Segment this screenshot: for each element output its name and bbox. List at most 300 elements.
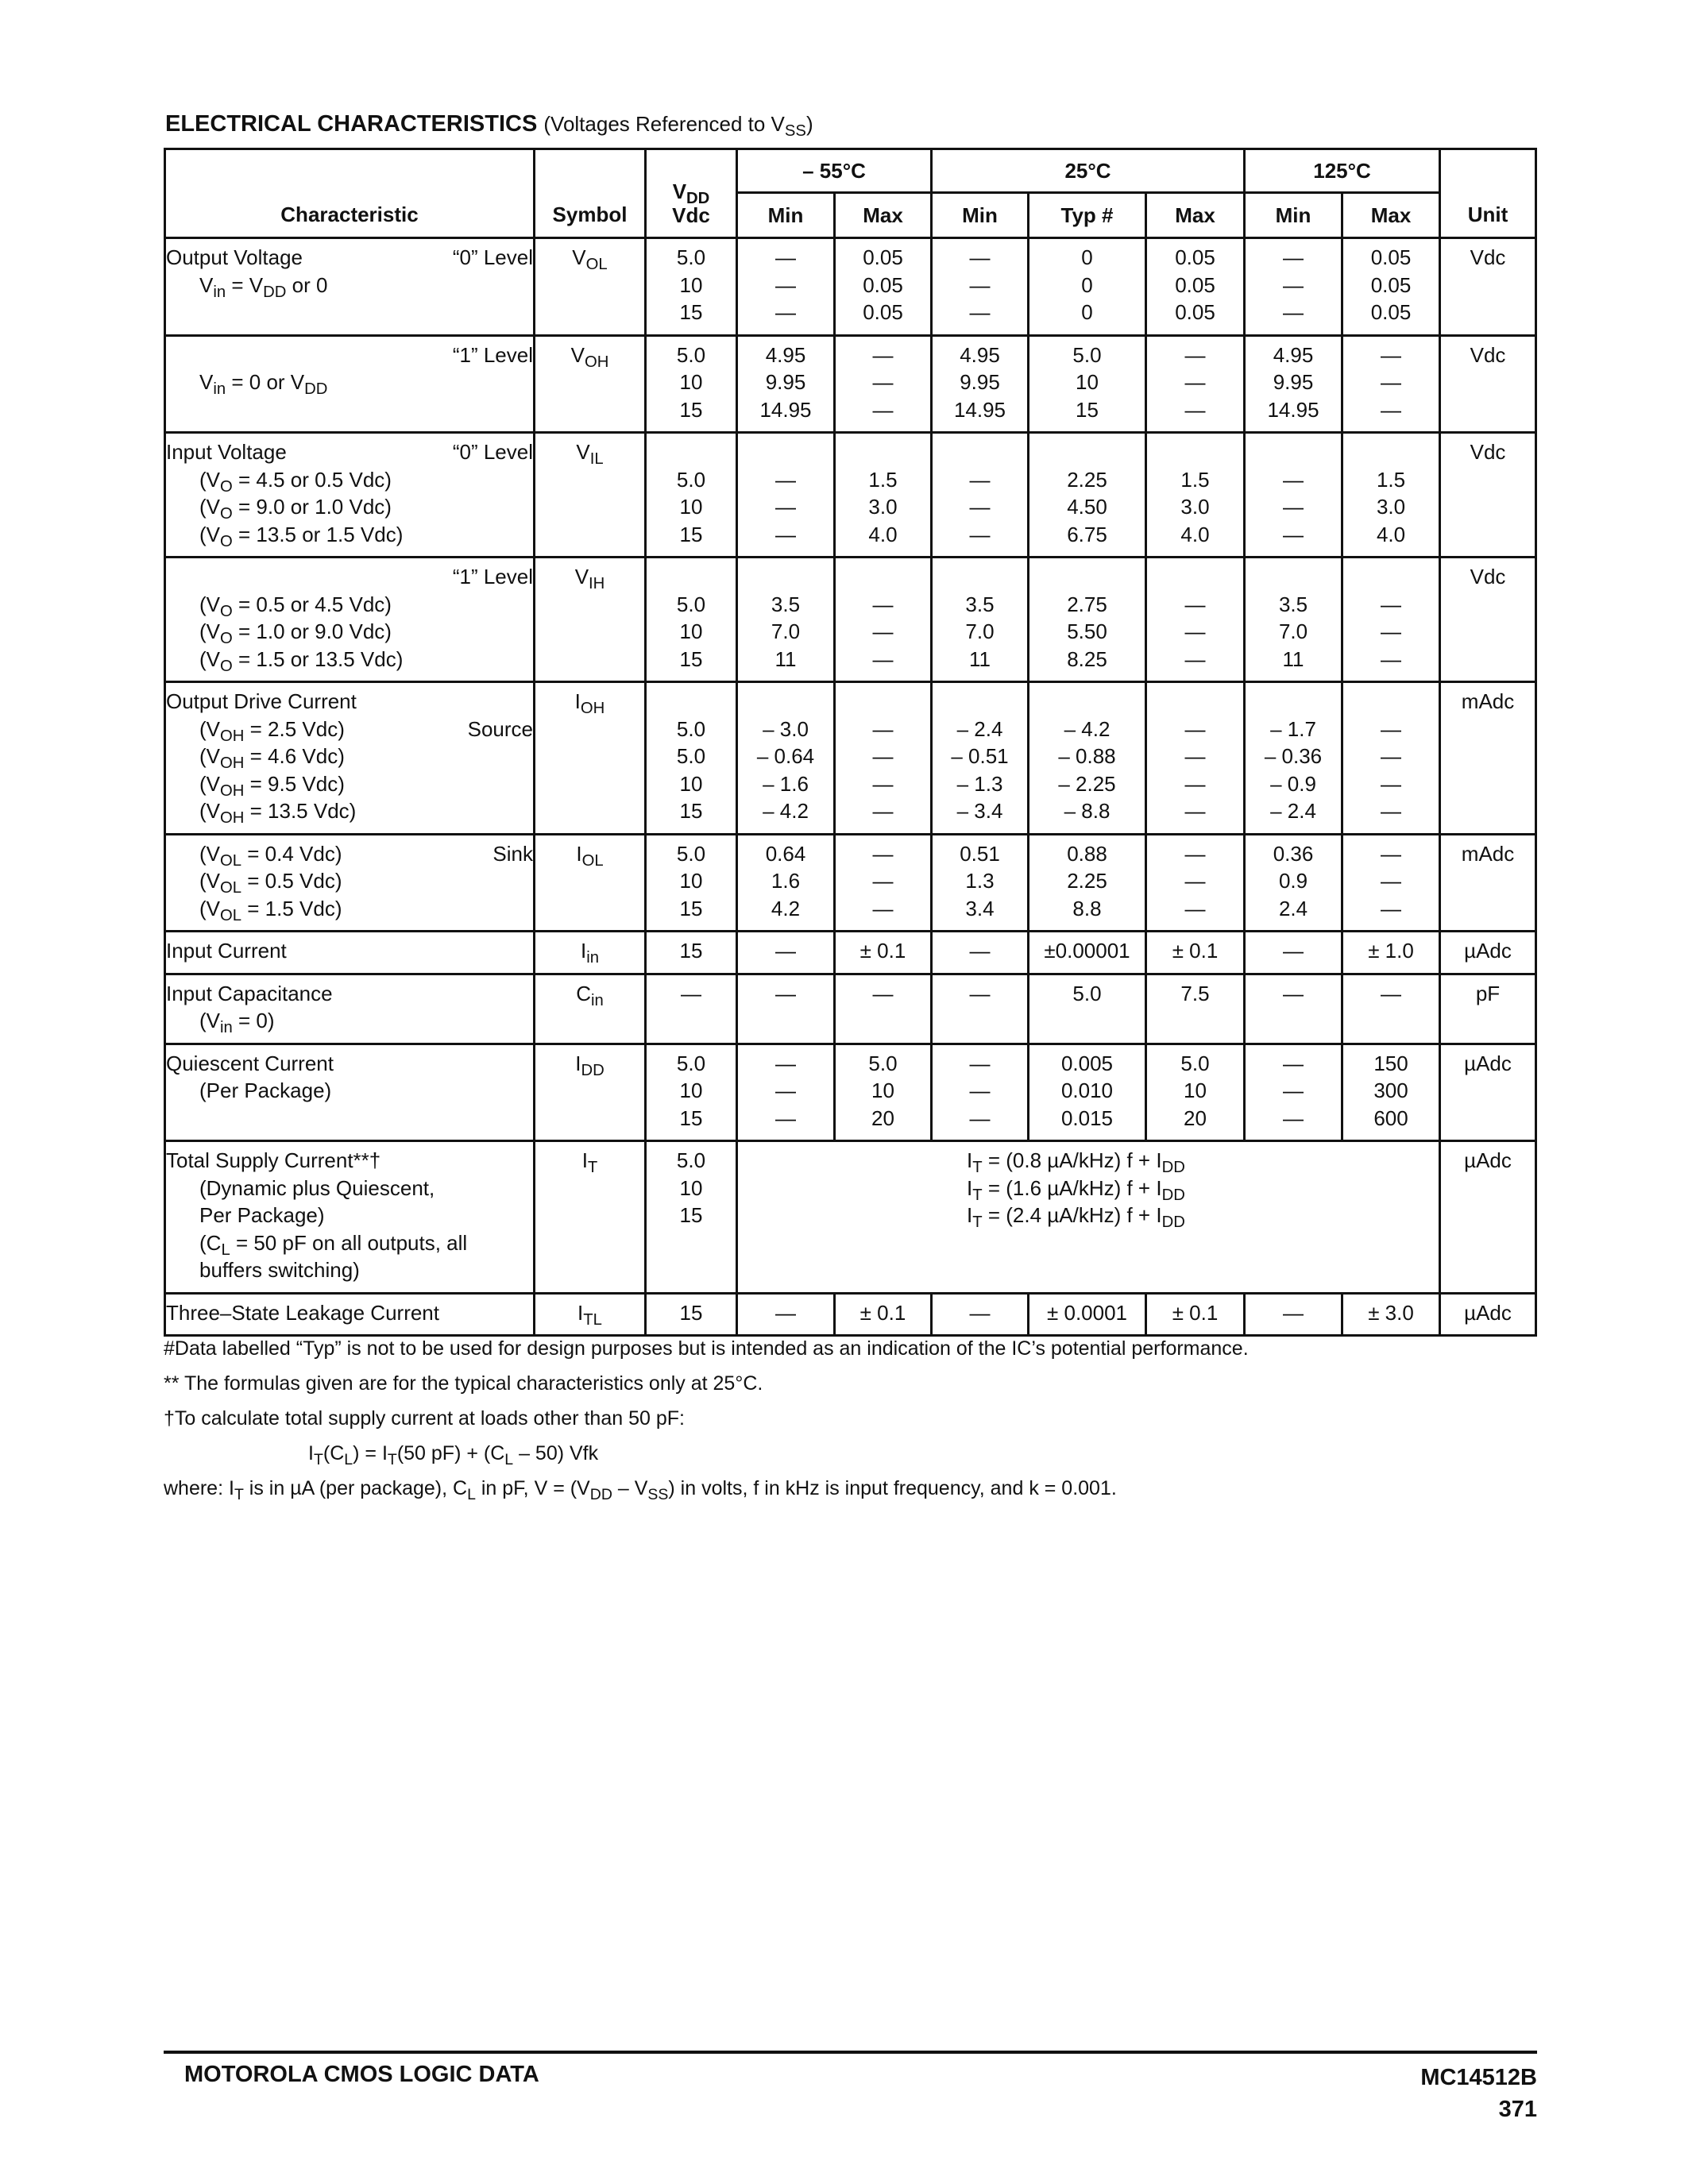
symbol [535, 438, 644, 469]
header-symbol: Symbol [535, 149, 646, 238]
cond-sub: OL [220, 851, 242, 870]
value: — [775, 1300, 796, 1325]
char-label: Quiescent Current [166, 1051, 334, 1075]
heading-note-prefix: (Voltages Referenced to V [543, 112, 785, 136]
cell-unit [1440, 974, 1536, 1044]
value: 3.0 [868, 495, 898, 519]
value: — [1381, 841, 1402, 866]
value: 11 [774, 646, 797, 671]
symbol-main: I [576, 841, 582, 866]
cond-text: (V [199, 495, 220, 519]
value: — [969, 1300, 991, 1325]
value: – 1.6 [763, 771, 809, 796]
cond-text: = V [226, 272, 264, 297]
cond-text: = 1.0 or 9.0 Vdc) [232, 619, 392, 643]
cell-characteristic [165, 1044, 535, 1141]
value: — [1283, 1078, 1304, 1102]
cell-t25-min [932, 1293, 1029, 1336]
value: mAdc [1461, 841, 1515, 866]
value: 0.005 [1060, 1051, 1114, 1075]
value: — [681, 981, 701, 1005]
value: 5.0 [676, 716, 706, 741]
value: — [1184, 869, 1206, 893]
cond-text: = 0.5 Vdc) [241, 869, 342, 893]
cell-m55-max [835, 932, 932, 974]
value: — [872, 370, 894, 394]
char-label: Input Current [166, 939, 287, 963]
cell-t25-min [932, 335, 1029, 433]
char-condition [166, 895, 533, 923]
cond-sub: DD [263, 283, 287, 301]
cond-text: = 1.5 Vdc) [241, 896, 342, 920]
cond-text: = 1.5 or 13.5 Vdc) [232, 646, 404, 671]
cond-text: = 0 or V [226, 370, 305, 394]
cell-m55-min [737, 335, 835, 433]
value: — [872, 619, 894, 643]
value: — [872, 771, 894, 796]
eq-text: ) = I [353, 1442, 388, 1464]
heading-note-sub: SS [784, 122, 806, 141]
cond-text: (V [199, 744, 220, 768]
value: 0.05 [863, 245, 903, 269]
header-typ: Typ # [1029, 193, 1146, 238]
cell-unit [1440, 558, 1536, 682]
value: – 3.4 [956, 799, 1003, 823]
cell-unit [1440, 834, 1536, 932]
value: 9.95 [960, 370, 1000, 394]
symbol-sub: DD [581, 1061, 605, 1079]
cell-t125-max [1342, 433, 1440, 558]
value: 10 [1076, 370, 1099, 394]
value: 11 [969, 646, 991, 671]
value: 14.95 [953, 397, 1006, 422]
char-condition [166, 867, 533, 895]
value: 15 [679, 522, 703, 546]
value: 4.50 [1067, 495, 1107, 519]
value: — [1381, 619, 1402, 643]
value: — [1184, 771, 1206, 796]
value: 5.0 [676, 467, 706, 492]
value: — [1184, 619, 1206, 643]
symbol-sub: in [591, 991, 604, 1009]
eq-text: (50 pF) + (C [396, 1442, 505, 1464]
value: Vdc [1470, 245, 1506, 269]
value: 1.5 [1376, 467, 1406, 492]
value: – 0.64 [756, 744, 815, 768]
value: 0.015 [1060, 1106, 1114, 1130]
value: mAdc [1461, 689, 1515, 713]
cell-t25-max [1146, 1044, 1245, 1141]
electrical-characteristics-table [164, 148, 1537, 1337]
cond-text: = 13.5 Vdc) [244, 799, 357, 823]
value: ± 0.1 [859, 1300, 906, 1325]
table-row-voh [165, 335, 1536, 433]
value: — [1184, 716, 1206, 741]
symbol-sub: T [587, 1159, 598, 1177]
note-where [164, 1471, 1538, 1506]
char-condition [166, 521, 533, 549]
cell-t25-typ [1029, 1293, 1146, 1336]
cond-text: (V [199, 896, 220, 920]
cell-m55-max [835, 834, 932, 932]
value: 9.95 [1273, 370, 1314, 394]
formula-sub: DD [1161, 1214, 1185, 1232]
value: – 1.3 [956, 771, 1003, 796]
value: — [1381, 799, 1402, 823]
cell-t125-max [1342, 558, 1440, 682]
cell-t125-max [1342, 974, 1440, 1044]
value: ± 0.0001 [1046, 1300, 1128, 1325]
cell-t25-max [1146, 974, 1245, 1044]
value: — [969, 467, 991, 492]
symbol-sub: OL [585, 256, 608, 274]
value: 10 [679, 1078, 703, 1102]
value: – 4.2 [763, 799, 809, 823]
char-condition [166, 1007, 533, 1035]
value: 0.05 [1370, 245, 1412, 269]
char-condition [166, 716, 533, 743]
value: — [1283, 981, 1304, 1005]
table-row-ioh [165, 682, 1536, 835]
value: — [969, 1078, 991, 1102]
header-vdd-v: V [672, 179, 687, 203]
value: — [775, 272, 796, 297]
value: 5.0 [1072, 981, 1102, 1005]
value: 600 [1373, 1106, 1408, 1130]
cell-symbol [535, 558, 646, 682]
cell-symbol [535, 1293, 646, 1336]
value: 4.95 [1273, 342, 1314, 367]
cell-m55-min [737, 932, 835, 974]
value: 3.5 [965, 592, 995, 616]
char-condition: (Per Package) [199, 1078, 332, 1102]
cell-t125-max [1342, 682, 1440, 835]
symbol-sub: in [586, 949, 599, 967]
value: — [872, 592, 894, 616]
symbol [535, 937, 644, 965]
value: — [969, 1106, 991, 1130]
symbol-main: V [570, 342, 585, 367]
cell-t125-max [1342, 1044, 1440, 1141]
char-condition [166, 770, 533, 798]
value: — [872, 342, 894, 367]
value: — [872, 799, 894, 823]
where-text: – V [612, 1477, 648, 1499]
char-line [166, 244, 533, 272]
value: 8.8 [1072, 896, 1102, 920]
value: pF [1475, 981, 1501, 1005]
value: — [1381, 646, 1402, 671]
cell-vdd [646, 834, 737, 932]
cond-text: (V [199, 716, 220, 741]
cond-text: (V [199, 771, 220, 796]
value: 15 [679, 1300, 703, 1325]
cell-characteristic [165, 834, 535, 932]
value: 0.88 [1067, 841, 1107, 866]
table-row-vol [165, 238, 1536, 336]
value: 0.010 [1060, 1078, 1114, 1102]
where-sub: T [234, 1485, 244, 1503]
header-min: Min [932, 193, 1029, 238]
where-text: is in µA (per package), C [243, 1477, 468, 1499]
value: — [969, 495, 991, 519]
cell-unit [1440, 433, 1536, 558]
cond-text: = 0) [232, 1009, 275, 1032]
eq-text: I [308, 1442, 314, 1464]
value: 2.4 [1278, 896, 1308, 920]
section-heading [165, 111, 813, 141]
value: — [1283, 495, 1304, 519]
char-condition [166, 797, 533, 828]
char-kind: Source [467, 716, 533, 741]
value: 0.51 [960, 841, 1000, 866]
footer-page-number: 371 [1498, 2097, 1537, 2122]
value: 10 [679, 370, 703, 394]
value: – 2.25 [1058, 771, 1116, 796]
value: 0.05 [863, 300, 903, 324]
symbol [535, 840, 644, 868]
cell-symbol [535, 974, 646, 1044]
cell-m55-min [737, 682, 835, 835]
value: — [1184, 397, 1206, 422]
symbol [535, 980, 644, 1008]
value: — [1381, 592, 1402, 616]
cell-unit [1440, 1141, 1536, 1294]
cell-t25-max [1146, 932, 1245, 974]
value: — [969, 1051, 991, 1075]
value: 15 [1076, 397, 1099, 422]
eq-sub: T [313, 1450, 323, 1468]
formula-text: = (0.8 µA/kHz) f + I [982, 1148, 1162, 1172]
heading-note-suffix: ) [805, 112, 813, 136]
value: 5.0 [676, 744, 706, 768]
cell-characteristic [165, 974, 535, 1044]
header-temp-25: 25°C [932, 149, 1245, 193]
symbol-main: V [574, 565, 589, 588]
cond-text: V [199, 370, 214, 394]
value: 15 [679, 1203, 703, 1227]
cell-t25-min [932, 238, 1029, 336]
value: — [1184, 592, 1206, 616]
table-row-itl [165, 1293, 1536, 1336]
symbol-sub: IH [589, 575, 605, 593]
value: 3.5 [1278, 592, 1308, 616]
cell-t125-max [1342, 932, 1440, 974]
cell-unit [1440, 238, 1536, 336]
cell-t125-min [1245, 974, 1342, 1044]
table-row-cin [165, 974, 1536, 1044]
char-level: “0” Level [452, 245, 533, 269]
heading-title: ELECTRICAL CHARACTERISTICS [165, 111, 538, 137]
value: — [969, 522, 991, 546]
header-max: Max [1342, 193, 1440, 238]
cond-sub: O [220, 505, 233, 523]
value: 14.95 [1267, 397, 1319, 422]
cond-sub: in [213, 380, 226, 399]
value: 0.05 [1370, 272, 1412, 297]
value: — [1184, 370, 1206, 394]
value: 0.9 [1278, 869, 1308, 893]
symbol-main: C [576, 981, 591, 1005]
symbol-sub: OH [580, 700, 605, 718]
value: — [872, 646, 894, 671]
footer-part-info [1420, 2062, 1537, 2125]
table-row-idd [165, 1044, 1536, 1141]
cell-t25-typ [1029, 558, 1146, 682]
eq-text: (C [323, 1442, 345, 1464]
value: — [775, 467, 796, 492]
value: 5.0 [676, 342, 706, 367]
value: — [1184, 896, 1206, 920]
value: 20 [1184, 1106, 1207, 1130]
cell-unit [1440, 682, 1536, 835]
cond-text: V [199, 272, 214, 297]
char-condition [166, 646, 533, 673]
cond-text: = 50 pF on all outputs, all [230, 1230, 468, 1255]
value: 9.95 [765, 370, 806, 394]
cell-t25-typ [1029, 682, 1146, 835]
cell-symbol [535, 1141, 646, 1294]
footer-part-number: MC14512B [1420, 2065, 1537, 2090]
cell-t25-typ [1029, 335, 1146, 433]
char-line [166, 563, 533, 591]
cell-m55-max [835, 682, 932, 835]
value: 1.3 [965, 869, 995, 893]
value: 15 [679, 1106, 703, 1130]
note-total-supply: †To calculate total supply current at loads other than 50 pF: [164, 1407, 685, 1430]
cell-vdd [646, 1293, 737, 1336]
cell-m55-min [737, 974, 835, 1044]
header-min: Min [1245, 193, 1342, 238]
value: 10 [679, 1175, 703, 1200]
value: — [1283, 467, 1304, 492]
cell-t25-min [932, 932, 1029, 974]
cell-t125-min [1245, 335, 1342, 433]
value: 0 [1081, 245, 1093, 269]
value: 5.50 [1067, 619, 1107, 643]
char-label: Three–State Leakage Current [166, 1300, 439, 1325]
formula-sub: T [972, 1214, 983, 1232]
value: 3.5 [771, 592, 801, 616]
symbol-sub: IL [589, 450, 604, 469]
char-condition [166, 466, 533, 494]
header-unit: Unit [1440, 149, 1536, 238]
value: — [1381, 981, 1402, 1005]
cond-sub: O [220, 477, 233, 496]
value: 0.05 [1175, 272, 1215, 297]
cond-sub: O [220, 630, 233, 648]
value: 4.2 [771, 896, 801, 920]
value: Vdc [1470, 342, 1506, 367]
heading-note [543, 112, 813, 141]
value: Vdc [1470, 440, 1506, 464]
value: 14.95 [759, 397, 812, 422]
value: 5.0 [676, 1051, 706, 1075]
cond-sub: OH [220, 809, 245, 828]
cell-symbol [535, 834, 646, 932]
cond-text: (V [199, 799, 220, 823]
char-condition [166, 743, 533, 773]
value: — [1283, 1051, 1304, 1075]
cell-vdd [646, 682, 737, 835]
value: – 2.4 [956, 716, 1003, 741]
table-row-iol [165, 834, 1536, 932]
symbol [535, 1147, 644, 1175]
formula [738, 1202, 1439, 1232]
header-temp-minus55: – 55°C [737, 149, 932, 193]
value: 3.0 [1376, 495, 1406, 519]
where-text: where: I [164, 1477, 234, 1499]
char-condition: (Dynamic plus Quiescent, [199, 1175, 435, 1200]
cond-sub: O [220, 602, 233, 620]
cond-text: = 0.5 or 4.5 Vdc) [232, 592, 392, 616]
char-condition [166, 1229, 533, 1257]
value: 10 [679, 619, 703, 643]
cond-text: (V [199, 841, 220, 866]
cell-t125-max [1342, 834, 1440, 932]
cell-t125-max [1342, 238, 1440, 336]
value: — [1184, 841, 1206, 866]
cond-text: = 0.4 Vdc) [241, 841, 342, 866]
cell-symbol [535, 433, 646, 558]
symbol [535, 1299, 644, 1327]
value: — [775, 245, 796, 269]
header-vdd-unit: Vdc [672, 203, 710, 227]
cond-sub: L [221, 1241, 230, 1259]
cell-t25-max [1146, 433, 1245, 558]
cond-text: = 9.0 or 1.0 Vdc) [232, 495, 392, 519]
cond-text: (V [199, 592, 220, 616]
char-label: Output Drive Current [166, 689, 357, 713]
value: — [1381, 342, 1402, 367]
value: – 4.2 [1064, 716, 1111, 741]
cell-characteristic [165, 1293, 535, 1336]
formula [738, 1147, 1439, 1175]
eq-sub: T [387, 1450, 397, 1468]
cond-text: (V [199, 467, 220, 492]
symbol [535, 244, 644, 272]
value: 0.36 [1273, 841, 1314, 866]
cell-m55-min [737, 433, 835, 558]
header-characteristic: Characteristic [165, 149, 535, 238]
value: 0.64 [765, 841, 806, 866]
cell-unit [1440, 1044, 1536, 1141]
cell-t25-typ [1029, 1044, 1146, 1141]
cell-t25-max [1146, 238, 1245, 336]
cell-t125-min [1245, 1044, 1342, 1141]
value: 1.5 [868, 467, 898, 492]
cell-t25-min [932, 974, 1029, 1044]
value: 10 [679, 495, 703, 519]
cond-sub: DD [304, 380, 328, 399]
cond-sub: in [220, 1019, 233, 1037]
value: 8.25 [1067, 646, 1107, 671]
cell-t125-max [1342, 1293, 1440, 1336]
value: 5.0 [676, 1148, 706, 1172]
value: – 0.36 [1264, 744, 1323, 768]
symbol-main: I [581, 1148, 588, 1172]
table-notes [164, 1331, 1538, 1506]
cell-symbol [535, 238, 646, 336]
cell-m55-max [835, 974, 932, 1044]
value: ± 0.1 [1172, 939, 1219, 963]
symbol-main: I [575, 1051, 581, 1075]
formula-sub: DD [1161, 1159, 1185, 1177]
cell-t25-max [1146, 834, 1245, 932]
char-label: Output Voltage [166, 245, 303, 269]
cell-t25-min [932, 834, 1029, 932]
cell-t25-min [932, 433, 1029, 558]
